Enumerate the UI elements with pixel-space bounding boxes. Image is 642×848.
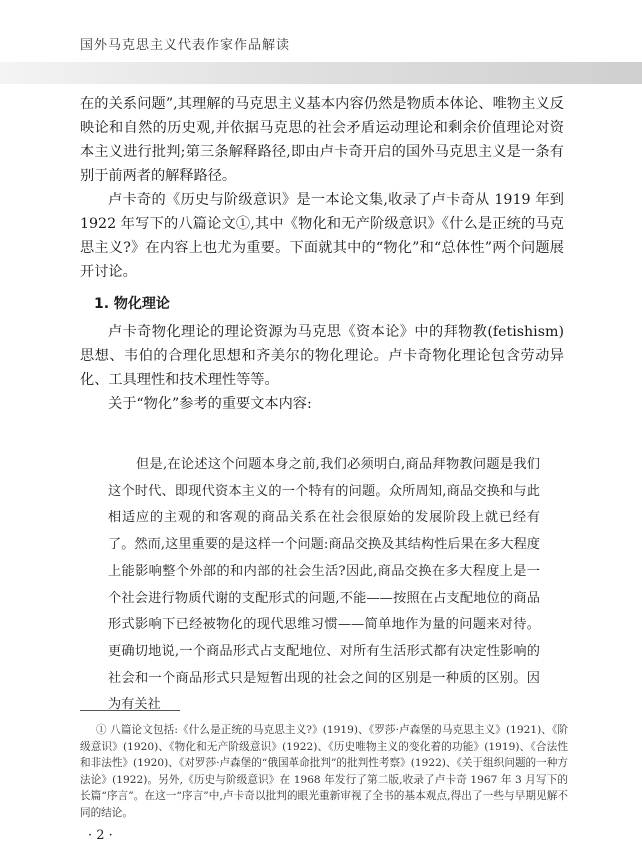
header-decorative-band — [0, 62, 642, 84]
body-text — [80, 92, 564, 416]
block-quote — [108, 452, 540, 719]
quote-text: 但是,在论述这个问题本身之前,我们必须明白,商品拜物教问题是我们这个时代、即现代资本主义的一个特有的问题。众所周知,商品交换和与此相适应的主观的和客观的商品关系在社会很原始的发展阶段上就已经有了。然而,这里重要的是这样一个问题:商品交换及其结构性后果在多大程度上能影响整个外部的和内部的社会生活?因此,商品交换在多大程度上是一个社会进行物质代谢的支配形式的问题,不能——按照在占支配地位的商品形式影响下已经被物化的现代思维习惯——简单地作为量的问题来对待。更确切地说,一个商品形式占支配地位、对所有生活形式都有决定性影响的社会和一个商品形式只是短暂出现的社会之间的区别是一种质的区别。因为有关社 — [108, 457, 540, 713]
paragraph: 卢卡奇物化理论的理论资源为马克思《资本论》中的拜物教(fetishism)思想、韦伯的合理化思想和齐美尔的物化理论。卢卡奇物化理论包含劳动异化、工具理性和技术理性等等。 — [80, 324, 564, 388]
running-title: 国外马克思主义代表作家作品解读 — [80, 38, 291, 53]
paragraph-continued: 在的关系问题”,其理解的马克思主义基本内容仍然是物质本体论、唯物主义反映论和自然的历史观,并依据马克思的社会矛盾运动理论和剩余价值理论对资本主义进行批判;第三条解释路径,即由卢卡奇开启的国外马克思主义是一条有别于前两者的解释路径。 — [80, 96, 564, 184]
footnote-divider — [80, 710, 180, 711]
paragraph: 关于“物化”参考的重要文本内容: — [108, 396, 312, 412]
section-heading: 1. 物化理论 — [94, 296, 170, 312]
footnote-text: ① 八篇论文包括:《什么是正统的马克思主义?》(1919)、《罗莎·卢森堡的马克思主义》(1921)、《阶级意识》(1920)、《物化和无产阶级意识》(1922)、《历史唯物主义的变化着的功能》(1919)、《合法性和非法性》(1920)、《对罗莎·卢森堡的“俄国革命批判”的批判性考察》(1922)、《关于组织问题的一种方法论》(1922)。另外,《历史与阶级意识》在 1968 年发行了第二版,收录了卢卡奇 1967 年 3 月写下的长篇“序言”。在这一“序言”中,卢卡奇以批判的眼光重新审视了全书的基本观点,得出了一些与早期见解不同的结论。 — [80, 724, 568, 819]
page-number: · 2 · — [88, 828, 113, 843]
paragraph: 卢卡奇的《历史与阶级意识》是一本论文集,收录了卢卡奇从 1919 年到 1922 年写下的八篇论文①,其中《物化和无产阶级意识》《什么是正统的马克思主义?》在内容上也尤为重要。下面就其中的“物化”和“总体性”两个问题展开讨论。 — [80, 192, 564, 280]
footnote — [80, 722, 568, 822]
page-header — [0, 0, 642, 62]
